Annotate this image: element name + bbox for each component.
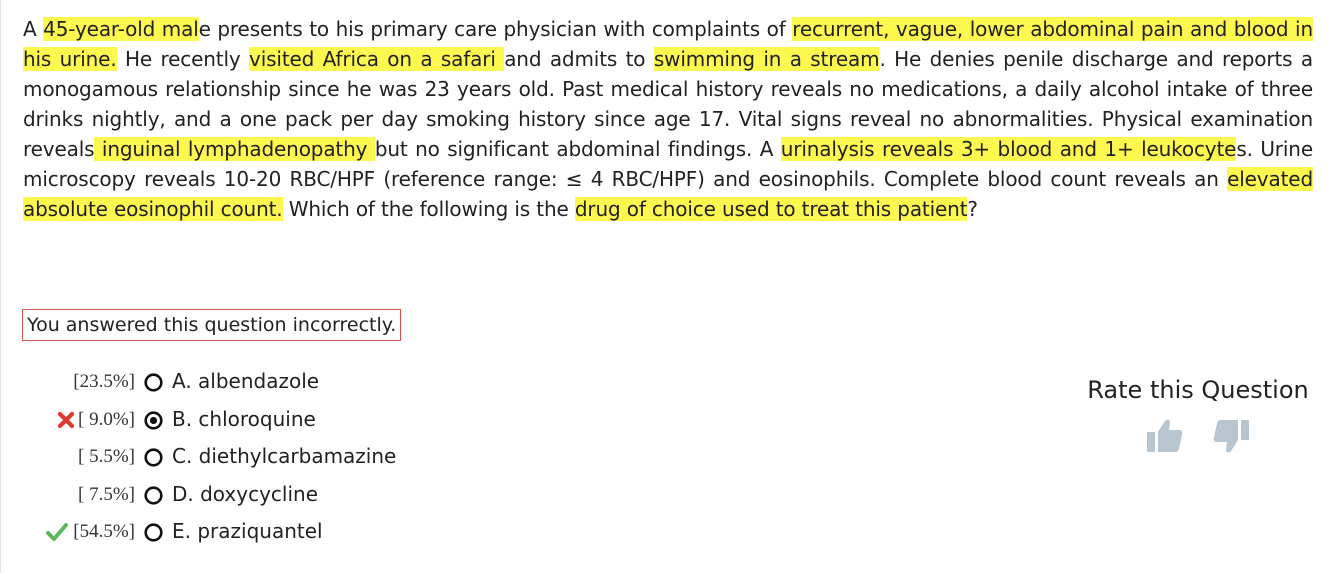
answer-label[interactable]: D. doxycycline	[172, 481, 319, 506]
answer-percentage: [54.5%]	[73, 521, 135, 542]
thumbs-up-icon[interactable]	[1146, 418, 1184, 458]
radio-button-selected[interactable]	[144, 411, 163, 430]
answer-label[interactable]: B. chloroquine	[172, 406, 316, 431]
incorrect-feedback-box	[22, 309, 401, 341]
answer-choice-d[interactable]	[40, 477, 460, 515]
answer-label[interactable]: E. praziquantel	[172, 519, 323, 543]
question-stem	[23, 14, 1313, 224]
answer-choice-e[interactable]	[40, 514, 460, 552]
highlighted-text: visited Africa on a safari	[249, 47, 505, 71]
stem-text: and admits to	[504, 47, 654, 71]
answer-choice-a[interactable]	[40, 364, 460, 402]
left-divider	[0, 0, 1, 573]
answer-label[interactable]: A. albendazole	[172, 369, 320, 393]
answer-choice-b[interactable]	[40, 402, 460, 440]
rate-question-title: Rate this Question	[1087, 376, 1309, 404]
stem-text: e presents to his primary care physician with complaints of	[198, 17, 793, 41]
answer-choices	[40, 364, 460, 552]
answer-percentage: [ 7.5%]	[78, 483, 135, 505]
stem-text: Which of the following is the	[282, 197, 575, 221]
highlighted-text: urinalysis reveals 3+ blood and 1+ leukocyte	[780, 137, 1237, 161]
highlighted-text: recurrent, vague, lower abdominal pain and blood in his urine.	[23, 17, 1313, 71]
answer-percentage: [23.5%]	[73, 371, 135, 392]
highlighted-text: drug of choice used to treat this patient	[574, 197, 968, 221]
stem-text: s. Urine microscopy reveals 10-20 RBC/HPF (reference range: ≤ 4 RBC/HPF) and eosinophils. Complete blood count reveals an	[23, 137, 1313, 191]
thumbs-down-icon[interactable]	[1212, 418, 1250, 458]
rating-buttons	[1082, 418, 1314, 458]
stem-text: but no significant abdominal findings. A	[374, 137, 781, 161]
stem-text: ?	[967, 197, 978, 221]
correct-check-icon	[46, 522, 66, 542]
radio-button[interactable]	[144, 373, 163, 392]
highlighted-text: 45-year-old mal	[43, 17, 199, 41]
answer-percentage: [ 9.0%]	[78, 408, 135, 430]
radio-button[interactable]	[144, 486, 163, 505]
stem-text: . He denies penile discharge and reports a monogamous relationship since he was 23 years old. Past medical history reveals no medications, a daily alcohol intake of three drinks nightly, and a one pack per day smoking history since age 17. Vital signs reveal no abnormalities. Physical examination reveals	[23, 47, 1313, 161]
feedback-text: You answered this question incorrectly.	[27, 314, 397, 336]
highlighted-text: swimming in a stream	[653, 47, 880, 71]
answer-percentage: [ 5.5%]	[78, 446, 135, 467]
rate-question-panel	[1082, 374, 1314, 406]
stem-text: A	[23, 17, 44, 41]
answer-label[interactable]: C. diethylcarbamazine	[172, 444, 397, 468]
incorrect-x-icon	[56, 410, 76, 430]
stem-text: He recently	[116, 47, 250, 71]
radio-button[interactable]	[144, 523, 163, 542]
highlighted-text: elevated absolute eosinophil count.	[23, 167, 1313, 221]
answer-choice-c[interactable]	[40, 439, 460, 477]
highlighted-text: inguinal lymphadenopathy	[94, 137, 375, 161]
radio-button[interactable]	[144, 448, 163, 467]
